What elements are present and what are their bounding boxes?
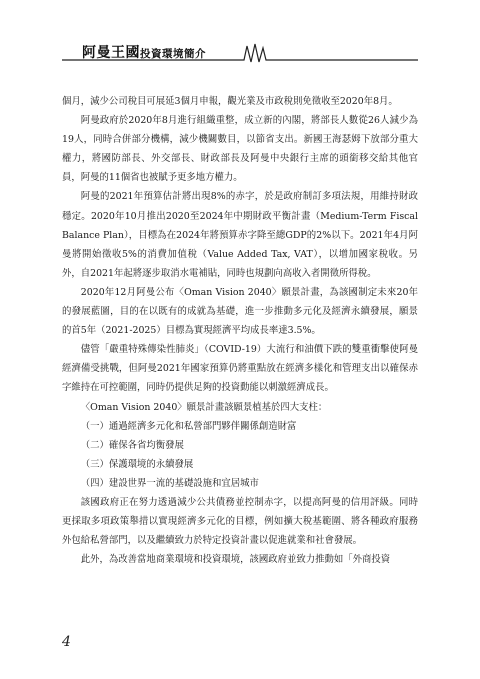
paragraph: 〈Oman Vision 2040〉願景計畫該願景植基於四大支柱：	[80, 401, 328, 413]
paragraph: 儘管「嚴重特殊傳染性肺炎」（COVID-19）大流行和油價下跌的雙重衝擊使阿曼經濟備受挑戰，但阿曼2021年國家預算仍將重點放在經濟多樣化和管理支出以確保赤字維持在可控範圍，同時仍提供足夠的投資動能以刺激經濟成長。	[62, 344, 418, 394]
header-title-main: 阿曼王國	[82, 45, 140, 61]
body-text	[62, 92, 418, 569]
header-title	[82, 44, 206, 62]
page-number: 4	[62, 634, 71, 650]
header-decoration	[0, 40, 480, 64]
paragraph: 該國政府正在努力透過減少公共債務並控制赤字，以提高阿曼的信用評級。同時更採取多項政策舉措以實現經濟多元化的目標，例如擴大稅基範圍、將各種政府服務外包給私營部門，以及繼續致力於特定投資計畫以促進就業和社會發展。	[62, 496, 418, 547]
paragraph: 個月，減少公司稅目可展延3個月申報，觀光業及市政稅則免徵收至2020年8月。	[62, 96, 398, 107]
pillar-item: （二）確保各省均衡發展	[80, 439, 184, 451]
pillar-item: （一）通過經濟多元化和私營部門夥伴關係創造財富	[80, 420, 297, 432]
paragraph: 阿曼政府於2020年8月進行組織重整，成立新的內閣，將部長人數從26人減少為19人，同時合併部分機構，減少機關數目，以節省支出。新國王海瑟姆下放部分重大權力，將國防部長、外交部長、財政部長及阿曼中央銀行主席的頭銜移交給其他官員，阿曼的11個省也被賦予更多地方權力。	[62, 115, 418, 184]
paragraph: 此外，為改善當地商業環境和投資環境，該國政府並致力推動如「外商投資	[80, 554, 391, 566]
header-title-sub: 投資環境簡介	[140, 48, 206, 60]
heartbeat-line-icon	[238, 44, 272, 62]
paragraph: 2020年12月阿曼公布〈Oman Vision 2040〉願景計畫，為該國制定未來20年的發展藍圖，目的在以既有的成就為基礎，進一步推動多元化及經濟永續發展，願景的首5年（2021-2025）目標為實現經濟平均成長率達3.5%。	[62, 286, 418, 337]
running-header	[0, 40, 480, 64]
pillar-item: （三）保護環境的永續發展	[80, 458, 194, 470]
paragraph: 阿曼的2021年預算估計將出現8%的赤字，於是政府制訂多項法規，用維持財政穩定。2020年10月推出2020至2024年中期財政平衡計畫（Medium-Term Fiscal Balance Plan），目標為在2024年將預算赤字降至總GDP的2%以下。2021年4月阿曼將開始徵收5%的消費加值稅（Value Added Tax, VAT），以增加國家稅收。另外，自2021年起將逐步取消水電補貼，同時也規劃向高收入者開徵所得稅。	[62, 191, 418, 279]
pillar-item: （四）建設世界一流的基礎設施和宜居城市	[80, 477, 259, 489]
